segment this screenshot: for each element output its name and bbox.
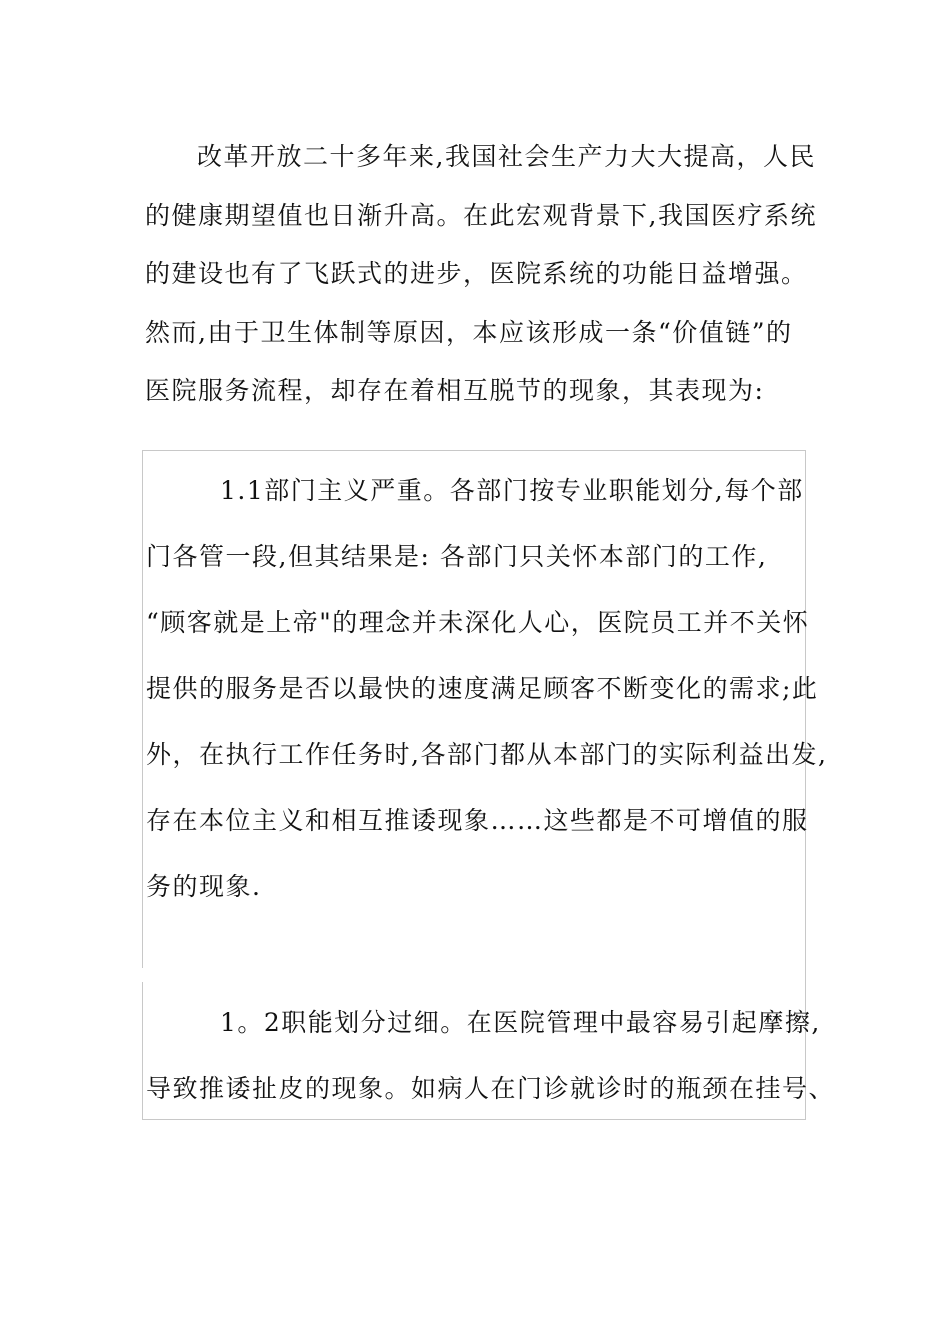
intro-line: 的健康期望值也日渐升高。在此宏观背景下,我国医疗系统 xyxy=(145,200,817,230)
section-1-1-line: 存在本位主义和相互推诿现象……这些都是不可增值的服 xyxy=(146,806,809,835)
section-1-1-line: “顾客就是上帝"的理念并未深化人心，医院员工并不关怀 xyxy=(146,608,810,637)
box-divider xyxy=(142,968,143,982)
section-1-1-line: 务的现象. xyxy=(146,872,262,901)
intro-line: 医院服务流程，却存在着相互脱节的现象，其表现为: xyxy=(145,376,765,405)
section-1-1-line: 外，在执行工作任务时,各部门都从本部门的实际利益出发, xyxy=(146,740,828,769)
section-1-2-line: 1。2职能划分过细。在医院管理中最容易引起摩擦, xyxy=(220,1008,821,1037)
section-1-1-line: 1.1部门主义严重。各部门按专业职能划分,每个部 xyxy=(220,476,804,505)
intro-line: 然而,由于卫生体制等原因，本应该形成一条“价值链”的 xyxy=(145,317,793,347)
intro-line: 的建设也有了飞跃式的进步，医院系统的功能日益增强。 xyxy=(145,259,808,288)
section-1-1-line: 提供的服务是否以最快的速度满足顾客不断变化的需求;此 xyxy=(146,674,819,703)
section-1-1-paragraph xyxy=(146,458,828,920)
section-1-2-paragraph xyxy=(146,990,836,1122)
intro-paragraph xyxy=(145,128,817,421)
intro-line: 改革开放二十多年来,我国社会生产力大大提高，人民 xyxy=(197,142,816,171)
section-1-2-line: 导致推诿扯皮的现象。如病人在门诊就诊时的瓶颈在挂号、 xyxy=(146,1074,836,1103)
section-1-1-line: 门各管一段,但其结果是: 各部门只关怀本部门的工作, xyxy=(146,542,768,571)
